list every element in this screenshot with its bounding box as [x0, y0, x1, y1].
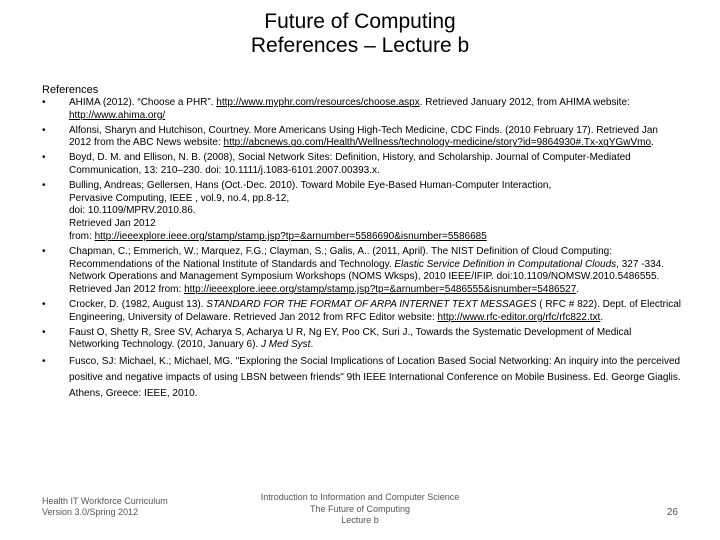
- reference-link[interactable]: http://www.rfc-editor.org/rfc/rfc822.txt: [437, 311, 601, 323]
- reference-text: Fusco, SJ: Michael, K.; Michael, MG. "Exploring the Social Implications of Location Based Social Networking: An inquiry into the perceived positive and negative impacts of using LBSN between friends" 9th IEEE International Conference on Mobile Business. Ed. George Giaglis. Athens, Greece: IEEE, 2010.: [69, 356, 681, 400]
- footer-course-line-2: The Future of Computing: [309, 503, 411, 514]
- reference-item: [42, 180, 682, 244]
- footer-course-line-1: Introduction to Information and Computer Science: [260, 492, 460, 502]
- reference-text: , 327 -334. Network Operations and Management Symposium Workshops (NOMS Wksps), 2010 IEEE/IFIP. doi:10.1109/NOMSW.2010.5486555. Retrieved Jan 2012 from:: [69, 258, 664, 296]
- reference-text: . Retrieved January 2012, from AHIMA website:: [419, 97, 630, 108]
- references-heading: References: [42, 84, 99, 96]
- footer-curriculum: [42, 496, 168, 518]
- footer-curriculum-line-1: Health IT Workforce Curriculum: [42, 496, 168, 506]
- reference-link[interactable]: http://www.myphr.com/resources/choose.aspx: [216, 97, 420, 108]
- page-number: 26: [666, 507, 678, 518]
- reference-text: .: [310, 339, 314, 351]
- reference-text: doi: 10.1109/MPRV.2010.86.: [69, 205, 196, 217]
- reference-text: .: [600, 311, 604, 323]
- reference-text: Faust O, Shetty R, Sree SV, Acharya S, Acharya U R, Ng EY, Poo CK, Suri J., Towards the Systematic Development of Medical Networking Technology. (2010, January 6).: [69, 326, 632, 351]
- reference-text: Boyd, D. M. and Ellison, N. B. (2008), Social Network Sites: Definition, History, and Scholarship. Journal of Computer-Mediated Communication, 13: 210–230. doi: 10.1111/j.1083-6101.2007.00393.x.: [69, 152, 631, 176]
- reference-text: Alfonsi, Sharyn and Hutchison, Courtney. More Americans Using High-Tech Medicine, CDC Finds. (2010 February 17). Retrieved Jan 2012 from the ABC News website:: [69, 124, 658, 149]
- reference-text: Retrieved Jan 2012: [69, 218, 156, 230]
- reference-text: Pervasive Computing, IEEE , vol.9, no.4, pp.8-12,: [69, 192, 290, 204]
- slide-title-line-2: References – Lecture b: [250, 34, 470, 57]
- reference-item: [42, 299, 682, 325]
- reference-text: Bulling, Andreas; Gellersen, Hans (Oct.-Dec. 2010). Toward Mobile Eye-Based Human-Computer Interaction,: [69, 179, 552, 191]
- reference-item: [42, 246, 682, 297]
- reference-italic-title: J Med Syst: [260, 339, 311, 351]
- reference-link[interactable]: http://ieeexplore.ieee.org/stamp/stamp.jsp?tp=&arnumber=5486555&isnumber=5486527: [184, 284, 577, 296]
- reference-text: from:: [69, 230, 95, 242]
- reference-item: [42, 97, 682, 123]
- reference-italic-title: STANDARD FOR THE FORMAT OF ARPA INTERNET TEXT MESSAGES: [206, 298, 537, 310]
- reference-item: [42, 327, 682, 353]
- footer-course-line-3: Lecture b: [341, 515, 379, 525]
- reference-text: .: [651, 137, 654, 149]
- reference-italic-title: Elastic Service Definition in Computational Clouds: [394, 258, 617, 270]
- reference-item: [42, 152, 682, 178]
- slide-title: [0, 10, 720, 58]
- slide-title-line-1: Future of Computing: [264, 10, 456, 33]
- reference-link[interactable]: http://ieeexplore.ieee.org/stamp/stamp.jsp?tp=&arnumber=5586690&isnumber=5586685: [94, 230, 487, 242]
- reference-text: .: [576, 284, 580, 296]
- reference-link[interactable]: http://www.ahima.org/: [69, 109, 166, 121]
- reference-link[interactable]: http://abcnews.go.com/Health/Wellness/technology-medicine/story?id=9864930#.Tx-xgYGwVmo: [223, 137, 652, 149]
- reference-text: AHIMA (2012). “Choose a PHR”.: [69, 97, 217, 108]
- footer-curriculum-line-2: Version 3.0/Spring 2012: [42, 507, 139, 517]
- reference-text: Crocker, D. (1982, August 13).: [69, 298, 207, 310]
- reference-item: [42, 354, 682, 402]
- footer-course: [230, 492, 490, 527]
- reference-item: [42, 125, 682, 151]
- references-list: [42, 97, 682, 404]
- reference-text: ( RFC # 822). Dept. of Electrical Engineering, University of Delaware. Retrieved Jan 2012 from RFC Editor website:: [69, 298, 682, 323]
- reference-text: Chapman, C.; Emmerich, W.; Marquez, F.G.; Clayman, S.; Galis, A.. (2011, April). The NIST Definition of Cloud Computing: Recommendations of the National Institute of Standards and Technology.: [69, 245, 612, 270]
